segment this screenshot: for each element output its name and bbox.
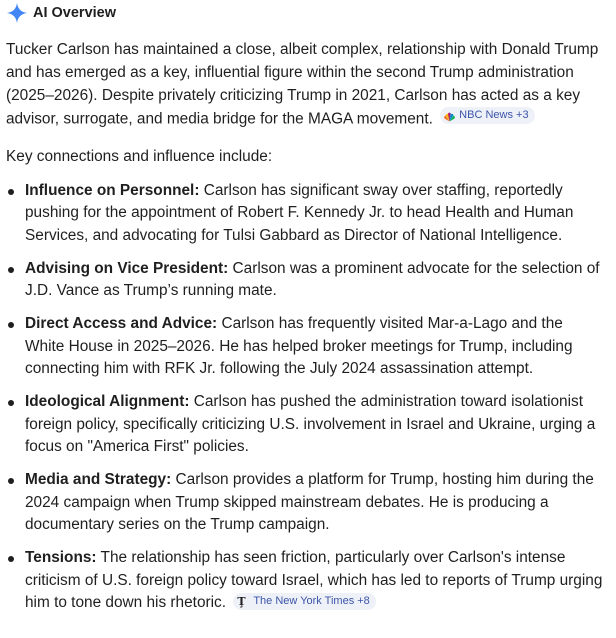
bullet-dot <box>8 322 14 328</box>
list-item <box>6 180 606 248</box>
list-item-text: Carlson has significant sway over staffing, reportedly pushing for the appointment of Robert F. Kennedy Jr. to head Health and Human Services, and advocating for Tulsi Gabbard as Director of National Intelligence. <box>25 181 574 244</box>
source-chip-nbc[interactable] <box>440 107 534 124</box>
bullet-dot <box>8 556 14 562</box>
bullet-dot <box>8 267 14 273</box>
intro-paragraph <box>6 38 606 131</box>
ai-overview-content <box>6 38 606 625</box>
list-item-text: Carlson has pushed the administration toward isolationist foreign policy, specifically criticizing U.S. involvement in Israel and Ukraine, urging a focus on "America First" policies. <box>25 393 596 455</box>
list-item-title: Media and Strategy: <box>25 471 172 488</box>
list-item-title: Direct Access and Advice: <box>25 315 218 332</box>
sparkle-icon <box>6 2 28 24</box>
list-item <box>6 391 606 459</box>
list-item-title: Influence on Personnel: <box>25 181 200 199</box>
list-item-title: Tensions: <box>25 549 97 566</box>
nbc-peacock-icon <box>444 111 455 121</box>
list-item-title: Advising on Vice President: <box>25 259 229 277</box>
bullet-dot <box>8 478 14 484</box>
bullet-dot <box>8 400 14 406</box>
list-item-text: Carlson has frequently visited Mar-a-Lago and the White House in 2025–2026. He has helped broker meetings for Trump, including connecting him with RFK Jr. following the July 2024 assassination attempt. <box>25 315 573 377</box>
ai-overview-header <box>6 2 116 24</box>
bottom-fade <box>0 624 616 638</box>
list-item-title: Ideological Alignment: <box>25 393 190 410</box>
bullet-dot <box>8 189 14 195</box>
source-chip-label: NBC News +3 <box>459 109 529 121</box>
list-item <box>6 313 606 381</box>
intro-text: Tucker Carlson has maintained a close, albeit complex, relationship with Donald Trump and has emerged as a key, influential figure within the second Trump administration (2025–2026). Despite privately criticizing Trump in 2021, Carlson has acted as a key advisor, surrogate, and media bridge for the MAGA movement. <box>6 41 599 128</box>
source-chip-nyt[interactable] <box>233 593 375 610</box>
list-item <box>6 469 606 537</box>
key-connections-heading: Key connections and influence include: <box>6 147 273 165</box>
list-item-text: Carlson provides a platform for Trump, hosting him during the 2024 campaign when Trump skipped mainstream debates. He is producing a documentary series on the Trump campaign. <box>25 471 594 533</box>
list-item-text: Carlson was a prominent advocate for the selection of J.D. Vance as Trump’s running mate. <box>25 259 600 299</box>
list-item-text: The relationship has seen friction, particularly over Carlson's intense criticism of U.S. foreign policy toward Israel, which has led to reports of Trump urging him to tone down his rhetoric. <box>25 549 603 611</box>
ai-overview-title: AI Overview <box>33 5 117 21</box>
source-chip-label: The New York Times +8 <box>253 595 370 607</box>
nyt-icon: Ţ <box>237 595 246 608</box>
key-connections-list <box>6 180 606 615</box>
list-item <box>6 258 606 303</box>
list-item <box>6 547 606 615</box>
